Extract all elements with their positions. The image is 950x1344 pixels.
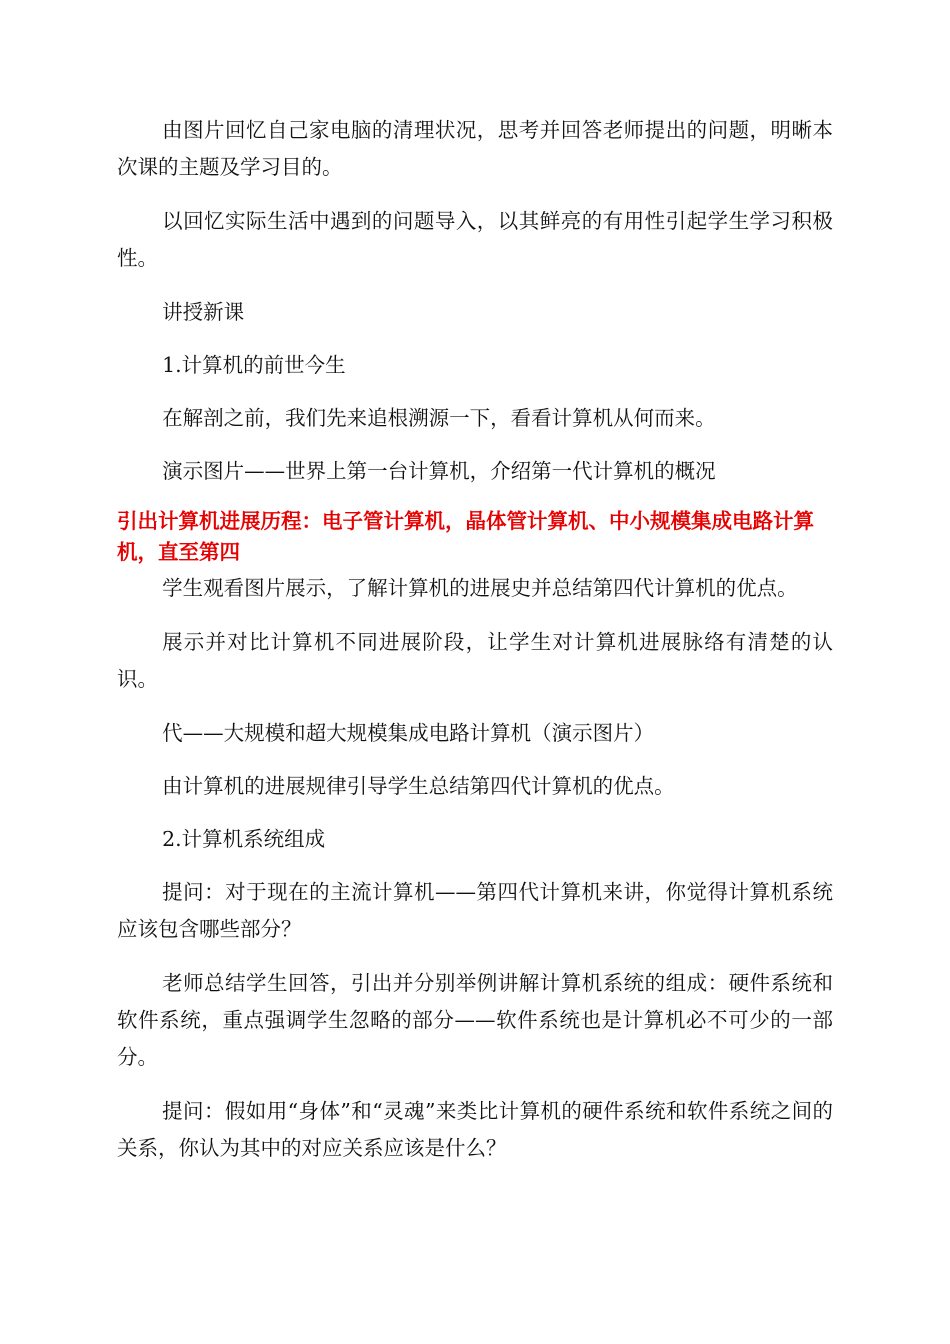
paragraph-teacher-summary: 老师总结学生回答，引出并分别举例讲解计算机系统的组成：硬件系统和软件系统，重点强调学生忽略的部分——软件系统也是计算机必不可少的一部分。 [117,971,833,1069]
paragraph-question-body-soul: 提问：假如用“身体”和“灵魂”来类比计算机的硬件系统和软件系统之间的关系，你认为其中的对应关系应该是什么？ [117,1099,833,1160]
paragraph-question-system-parts: 提问：对于现在的主流计算机——第四代计算机来讲，你觉得计算机系统应该包含哪些部分？ [117,880,833,941]
paragraph-first-computer: 演示图片——世界上第一台计算机，介绍第一代计算机的概况 [162,459,716,483]
paragraph-compare-stages: 展示并对比计算机不同进展阶段，让学生对计算机进展脉络有清楚的认识。 [117,630,833,691]
paragraph-new-lesson: 讲授新课 [162,300,245,324]
section-heading-system-composition: 2.计算机系统组成 [162,827,326,851]
paragraph-recall-cleanup: 由图片回忆自己家电脑的清理状况，思考并回答老师提出的问题，明晰本次课的主题及学习目的。 [117,118,833,179]
highlighted-development-history: 引出计算机进展历程：电子管计算机，晶体管计算机、中小规模集成电路计算机，直至第四 [117,509,814,564]
document-body [117,112,833,1184]
paragraph-fourth-generation: 代——大规模和超大规模集成电路计算机（演示图片） [162,721,655,745]
paragraph-trace-origin: 在解剖之前，我们先来追根溯源一下，看看计算机从何而来。 [162,406,716,430]
paragraph-introduction-purpose: 以回忆实际生活中遇到的问题导入，以其鲜亮的有用性引起学生学习积极性。 [117,209,833,270]
paragraph-students-watch: 学生观看图片展示，了解计算机的进展史并总结第四代计算机的优点。 [162,576,798,600]
paragraph-summarize-advantages: 由计算机的进展规律引导学生总结第四代计算机的优点。 [162,774,675,798]
section-heading-computer-history: 1.计算机的前世今生 [162,353,346,377]
